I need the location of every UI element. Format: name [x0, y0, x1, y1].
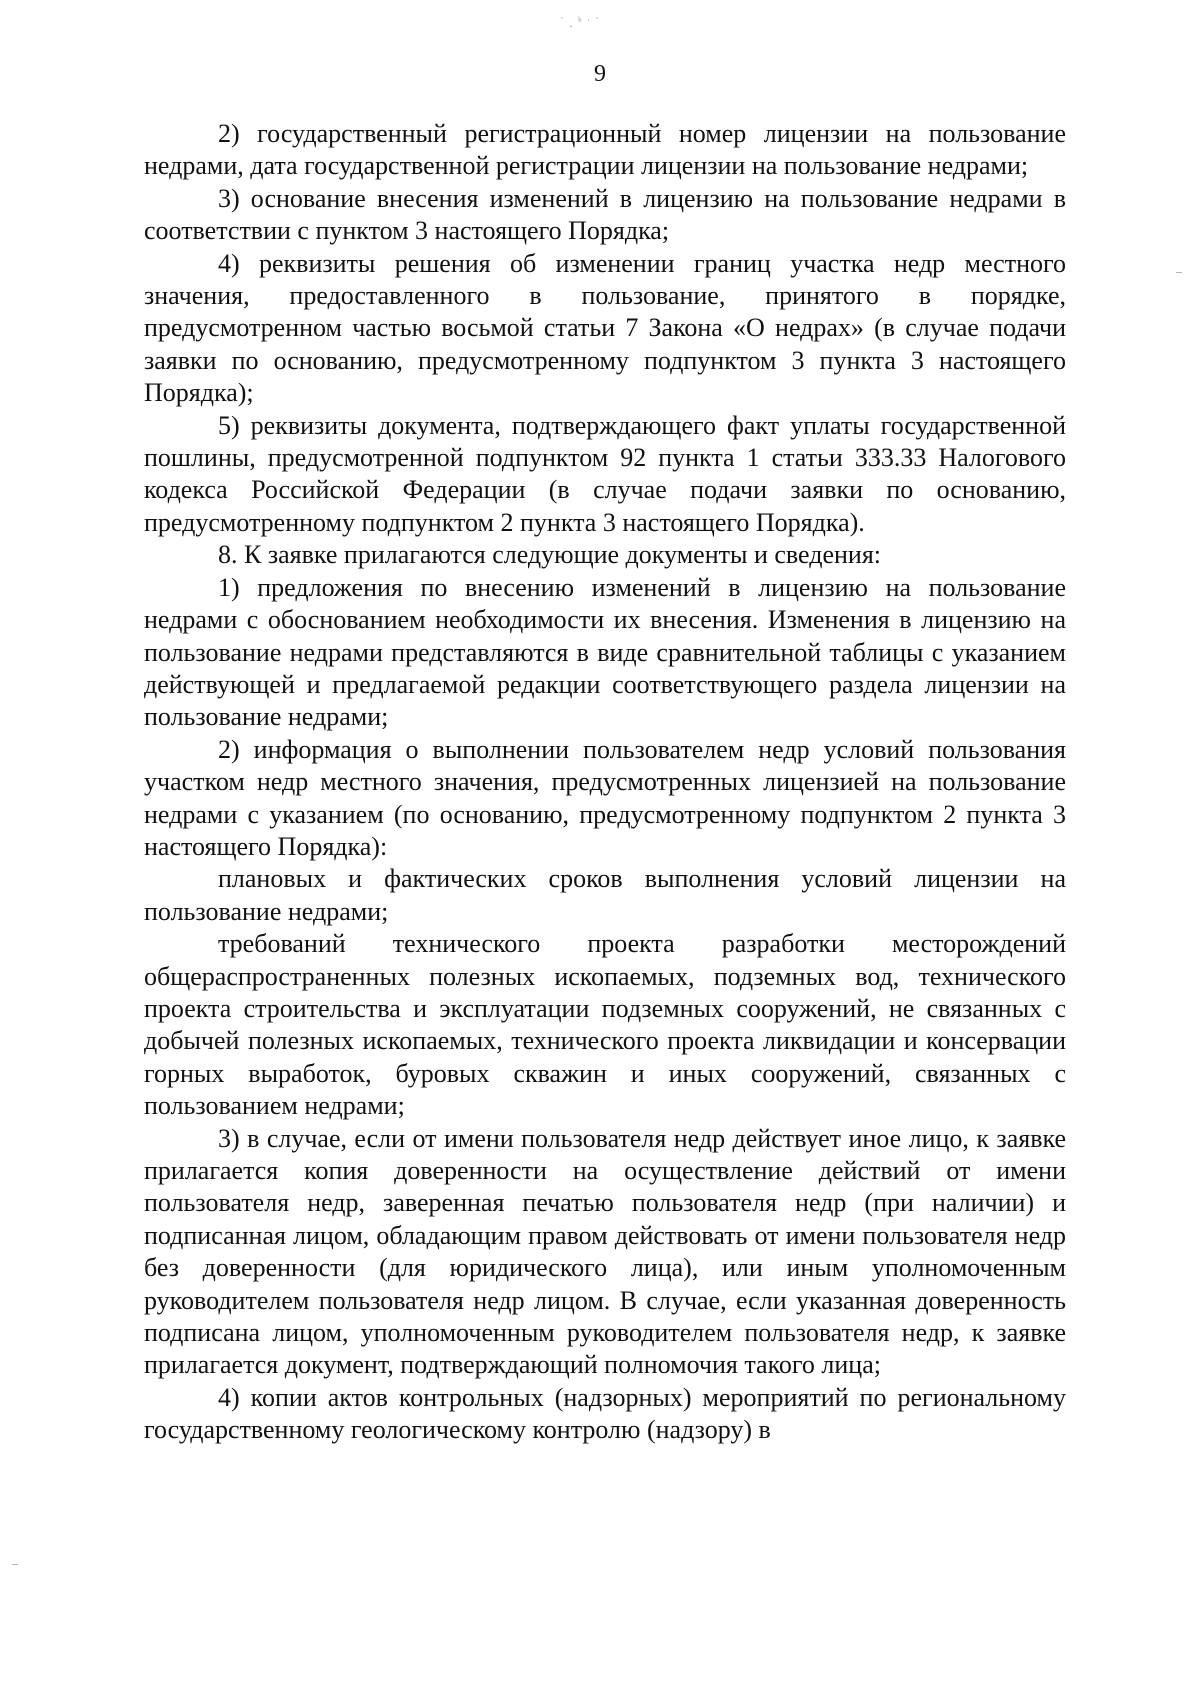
paragraph-attachment-3: 3) в случае, если от имени пользователя недр действует иное лицо, к заявке прилагается копия доверенности на осуществление действий от имени пользователя недр, заверенная печатью пользователя недр (при наличии) и подписанная лицом, обладающим правом действовать от имени пользователя недр без доверенности (для юридического лица), или иным уполномоченным руководителем пользователя недр лицом. В случае, если указанная доверенность подписана лицом, уполномоченным руководителем пользователя недр, к заявке прилагается документ, подтверждающий полномочия такого лица; — [144, 1123, 1066, 1380]
paragraph-attachment-2-dates: плановых и фактических сроков выполнения условий лицензии на пользование недрами; — [144, 864, 1066, 926]
scan-edge-mark — [1176, 272, 1182, 273]
paragraph-item-4: 4) реквизиты решения об изменении границ участка недр местного значения, предоставленного в пользование, принятого в порядке, предусмотренном частью восьмой статьи 7 Закона «О недрах» (в случае подачи заявки по основанию, предусмотренному подпунктом 3 пункта 3 настоящего Порядка); — [144, 248, 1066, 408]
document-body — [144, 118, 1066, 1447]
scan-artifact-mark: ˙ ˏ ᵏ ˑ ˙ — [560, 14, 601, 28]
paragraph-attachment-2-requirements: требований технического проекта разработки месторождений общераспространенных полезных ископаемых, подземных вод, технического проекта строительства и эксплуатации подземных сооружений, не связанных с добычей полезных ископаемых, технического проекта ликвидации и консервации горных выработок, буровых скважин и иных сооружений, связанных с пользованием недрами; — [144, 929, 1066, 1121]
paragraph-item-5: 5) реквизиты документа, подтверждающего факт уплаты государственной пошлины, предусмотренной подпунктом 92 пункта 1 статьи 333.33 Налогового кодекса Российской Федерации (в случае подачи заявки по основанию, предусмотренному подпунктом 2 пункта 3 настоящего Порядка). — [144, 410, 1066, 537]
scan-edge-mark — [12, 1564, 18, 1565]
paragraph-item-3: 3) основание внесения изменений в лицензию на пользование недрами в соответствии с пунктом 3 настоящего Порядка; — [144, 183, 1066, 246]
paragraph-attachment-4: 4) копии актов контрольных (надзорных) мероприятий по региональному государственному геологическому контролю (надзору) в — [144, 1382, 1066, 1445]
paragraph-section-8: 8. К заявке прилагаются следующие документы и сведения: — [218, 540, 881, 570]
paragraph-attachment-2: 2) информация о выполнении пользователем недр условий пользования участком недр местного значения, предусмотренных лицензией на пользование недрами с указанием (по основанию, предусмотренному подпунктом 2 пункта 3 настоящего Порядка): — [144, 734, 1066, 861]
page-number: 9 — [594, 61, 606, 87]
paragraph-item-2: 2) государственный регистрационный номер лицензии на пользование недрами, дата государственной регистрации лицензии на пользование недрами; — [144, 119, 1066, 181]
paragraph-attachment-1: 1) предложения по внесению изменений в лицензию на пользование недрами с обоснованием необходимости их внесения. Изменения в лицензию на пользование недрами представляются в виде сравнительной таблицы с указанием действующей и предлагаемой редакции соответствующего раздела лицензии на пользование недрами; — [144, 572, 1066, 732]
